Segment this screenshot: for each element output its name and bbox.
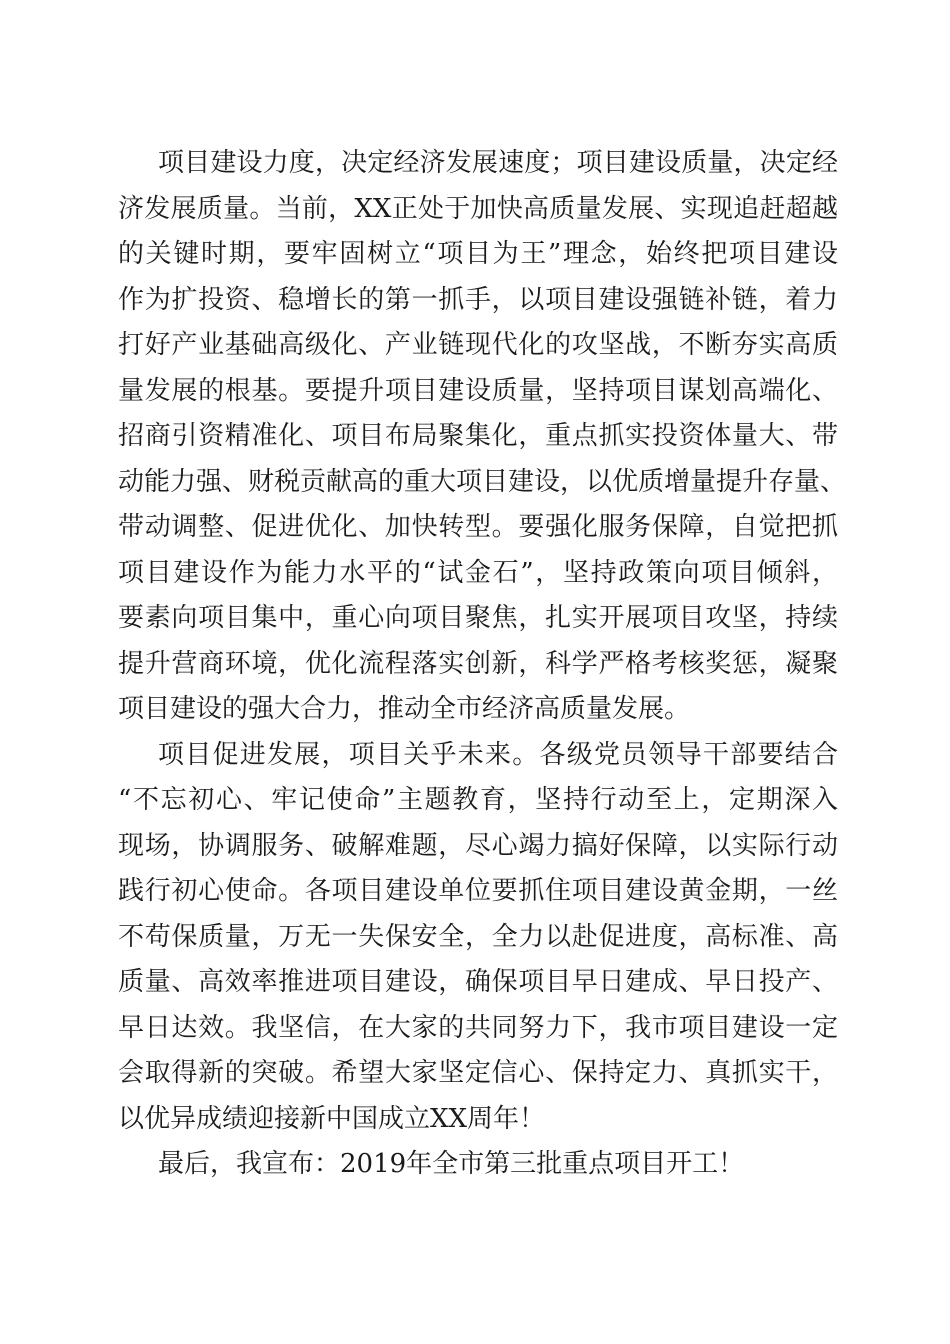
paragraph-line: 项目促进发展，项目关乎未来。各级党员领导干部要结合 [158,739,838,770]
paragraph-line: 早日达效。我坚信，在大家的共同努力下，我市项目建设一定 [118,1012,838,1043]
paragraph-line: 动能力强、财税贡献高的重大项目建设，以优质增量提升存量、 [118,466,847,497]
document-body [118,141,847,1188]
paragraph-line: 践行初心使命。各项目建设单位要抓住项目建设黄金期，一丝 [118,876,838,906]
paragraph-line: 项目建设作为能力水平的“试金石”，坚持政策向项目倾斜， [118,557,838,588]
paragraph-line: 质量、高效率推进项目建设，确保项目早日建成、早日投产、 [118,967,838,997]
paragraph-3 [118,1142,838,1188]
paragraph-line: 量发展的根基。要提升项目建设质量，坚持项目谋划高端化、 [118,375,838,406]
paragraph-line: 带动调整、促进优化、加快转型。要强化服务保障，自觉把抓 [118,512,838,542]
paragraph-line: 项目建设力度，决定经济发展速度；项目建设质量，决定经 [158,148,838,178]
paragraph-2 [118,733,838,1143]
paragraph-line: 作为扩投资、稳增长的第一抓手，以项目建设强链补链，着力 [118,284,838,315]
paragraph-line: 济发展质量。当前，XX正处于加快高质量发展、实现追赶超越 [118,193,838,224]
paragraph-line: 会取得新的突破。希望大家坚定信心、保持定力、真抓实干， [118,1058,838,1088]
paragraph-line: 不苟保质量，万无一失保安全，全力以赴促进度，高标准、高 [118,921,838,952]
paragraph-line: 现场，协调服务、破解难题，尽心竭力搞好保障，以实际行动 [118,830,838,861]
paragraph-line: 提升营商环境，优化流程落实创新，科学严格考核奖惩，凝聚 [118,648,838,679]
paragraph-1 [118,141,847,733]
paragraph-line: 要素向项目集中，重心向项目聚焦，扎实开展项目攻坚，持续 [118,603,838,633]
paragraph-line: 的关键时期，要牢固树立“项目为王”理念，始终把项目建设 [118,239,838,269]
paragraph-line: 项目建设的强大合力，推动全市经济高质量发展。 [118,694,691,724]
paragraph-line: 招商引资精准化、项目布局聚集化，重点抓实投资体量大、带 [118,421,838,451]
paragraph-line: 打好产业基础高级化、产业链现代化的攻坚战，不断夯实高质 [118,330,838,360]
paragraph-line: 以优异成绩迎接新中国成立XX周年！ [118,1103,546,1134]
paragraph-line: 最后，我宣布：2019年全市第三批重点项目开工！ [158,1149,745,1179]
paragraph-line: “不忘初心、牢记使命”主题教育，坚持行动至上，定期深入 [118,785,838,815]
